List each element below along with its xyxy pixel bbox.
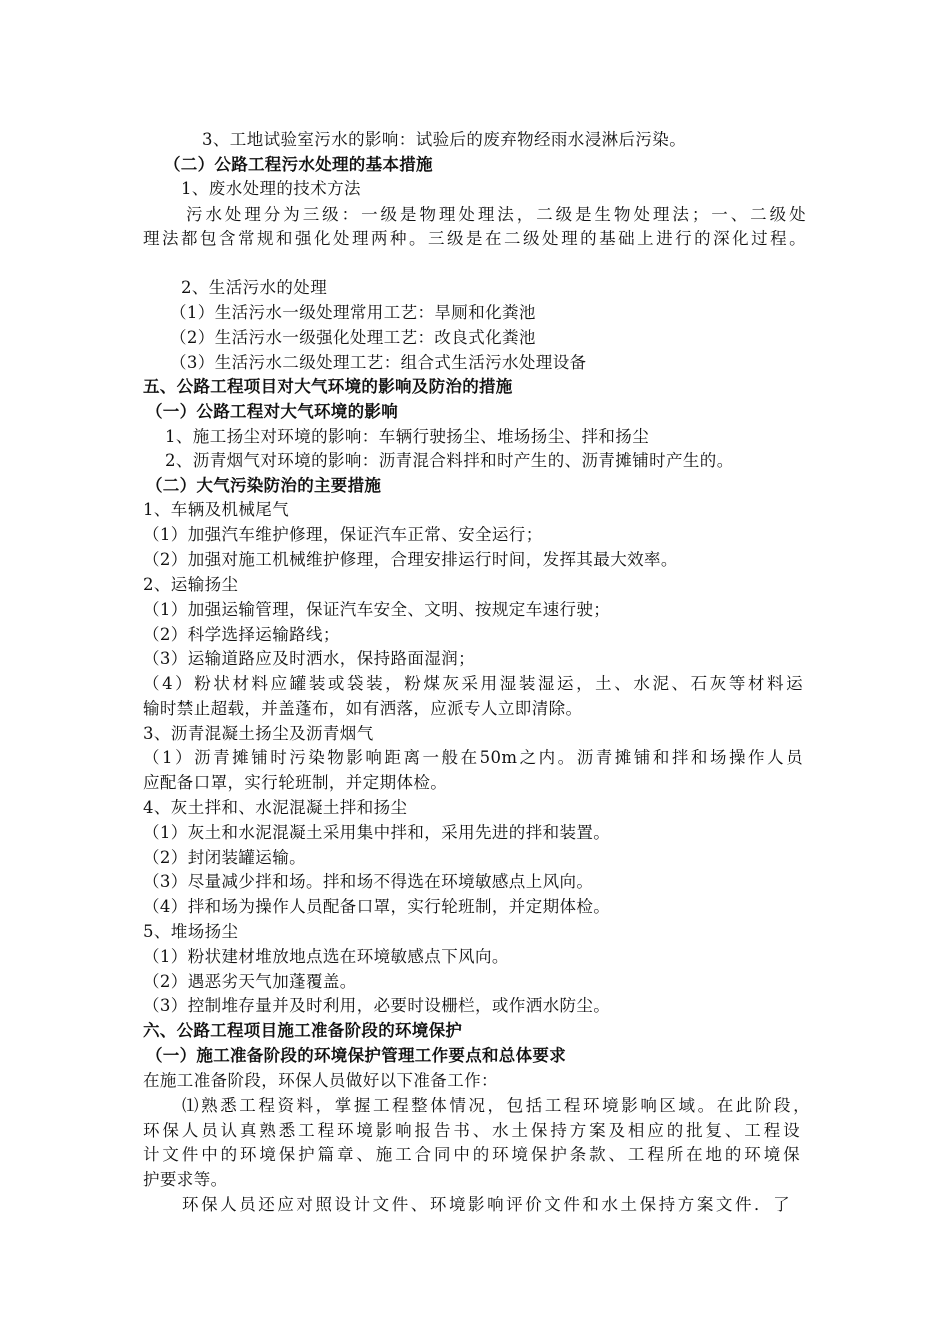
text-line: （1）加强汽车维护修理，保证汽车正常、安全运行； xyxy=(143,525,543,544)
text-line: （1）生活污水一级处理常用工艺：旱厕和化粪池 xyxy=(170,303,536,322)
text-line: （2）科学选择运输路线； xyxy=(143,625,340,644)
text-line: 3、沥青混凝土扬尘及沥青烟气 xyxy=(143,724,374,743)
section-heading: （一）施工准备阶段的环境保护管理工作要点和总体要求 xyxy=(146,1046,566,1065)
paragraph-line: （4）粉状材料应罐装或袋装，粉煤灰采用湿装湿运，土、水泥、石灰等材料运 xyxy=(143,674,803,693)
chapter-heading: 六、公路工程项目施工准备阶段的环境保护 xyxy=(143,1021,463,1040)
text-line: 5、堆场扬尘 xyxy=(143,922,239,941)
paragraph-line: 理法都包含常规和强化处理两种。三级是在二级处理的基础上进行的深化过程。 xyxy=(143,229,806,248)
paragraph-line: 护要求等。 xyxy=(143,1170,228,1189)
text-line: （3）运输道路应及时洒水，保持路面湿润； xyxy=(143,649,475,668)
text-line: 1、施工扬尘对环境的影响：车辆行驶扬尘、堆场扬尘、拌和扬尘 xyxy=(165,427,650,446)
text-line: （3）尽量减少拌和场。拌和场不得选在环境敏感点上风向。 xyxy=(143,872,594,891)
text-line: 4、灰土拌和、水泥混凝土拌和扬尘 xyxy=(143,798,408,817)
paragraph-line: 环保人员认真熟悉工程环境影响报告书、水土保持方案及相应的批复、工程设 xyxy=(143,1121,800,1140)
text-line: （1）加强运输管理，保证汽车安全、文明、按规定车速行驶； xyxy=(143,600,611,619)
text-line: 2、生活污水的处理 xyxy=(181,278,328,297)
section-heading: （一）公路工程对大气环境的影响 xyxy=(146,402,398,421)
text-line: 1、车辆及机械尾气 xyxy=(143,500,290,519)
chapter-heading: 五、公路工程项目对大气环境的影响及防治的措施 xyxy=(143,377,513,396)
paragraph-line: ⑴熟悉工程资料，掌握工程整体情况，包括工程环境影响区域。在此阶段， xyxy=(182,1096,810,1115)
text-line: （2）封闭装罐运输。 xyxy=(143,848,306,867)
paragraph-line: 环保人员还应对照设计文件、环境影响评价文件和水土保持方案文件．了 xyxy=(182,1195,790,1214)
text-line: （2）加强对施工机械维护修理，合理安排运行时间，发挥其最大效率。 xyxy=(143,550,678,569)
text-line: 3、工地试验室污水的影响：试验后的废弃物经雨水浸淋后污染。 xyxy=(202,130,687,149)
paragraph-line: 应配备口罩，实行轮班制，并定期体检。 xyxy=(143,773,448,792)
section-heading: （二）公路工程污水处理的基本措施 xyxy=(164,155,433,174)
paragraph-line: 计文件中的环境保护篇章、施工合同中的环境保护条款、工程所在地的环境保 xyxy=(143,1145,800,1164)
text-line: 2、运输扬尘 xyxy=(143,575,239,594)
paragraph-line: 输时禁止超载，并盖蓬布，如有洒落，应派专人立即清除。 xyxy=(143,699,583,718)
text-line: （2）生活污水一级强化处理工艺：改良式化粪池 xyxy=(170,328,536,347)
section-heading: （二）大气污染防治的主要措施 xyxy=(146,476,382,495)
text-line: 1、废水处理的技术方法 xyxy=(181,179,361,198)
text-line: （4）拌和场为操作人员配备口罩，实行轮班制，并定期体检。 xyxy=(143,897,611,916)
paragraph-line: （1）沥青摊铺时污染物影响距离一般在50m之内。沥青摊铺和拌和场操作人员 xyxy=(143,748,803,767)
text-line: （2）遇恶劣天气加蓬覆盖。 xyxy=(143,972,357,991)
text-line: （1）粉状建材堆放地点选在环境敏感点下风向。 xyxy=(143,947,509,966)
text-line: 在施工准备阶段，环保人员做好以下准备工作： xyxy=(143,1071,498,1090)
text-line: （3）生活污水二级处理工艺：组合式生活污水处理设备 xyxy=(170,353,587,372)
text-line: （3）控制堆存量并及时利用，必要时设栅栏，或作洒水防尘。 xyxy=(143,996,611,1015)
paragraph-line: 污水处理分为三级：一级是物理处理法，二级是生物处理法；一、二级处 xyxy=(186,205,806,224)
text-line: 2、沥青烟气对环境的影响：沥青混合料拌和时产生的、沥青摊铺时产生的。 xyxy=(165,451,734,470)
text-line: （1）灰土和水泥混凝土采用集中拌和，采用先进的拌和装置。 xyxy=(143,823,611,842)
